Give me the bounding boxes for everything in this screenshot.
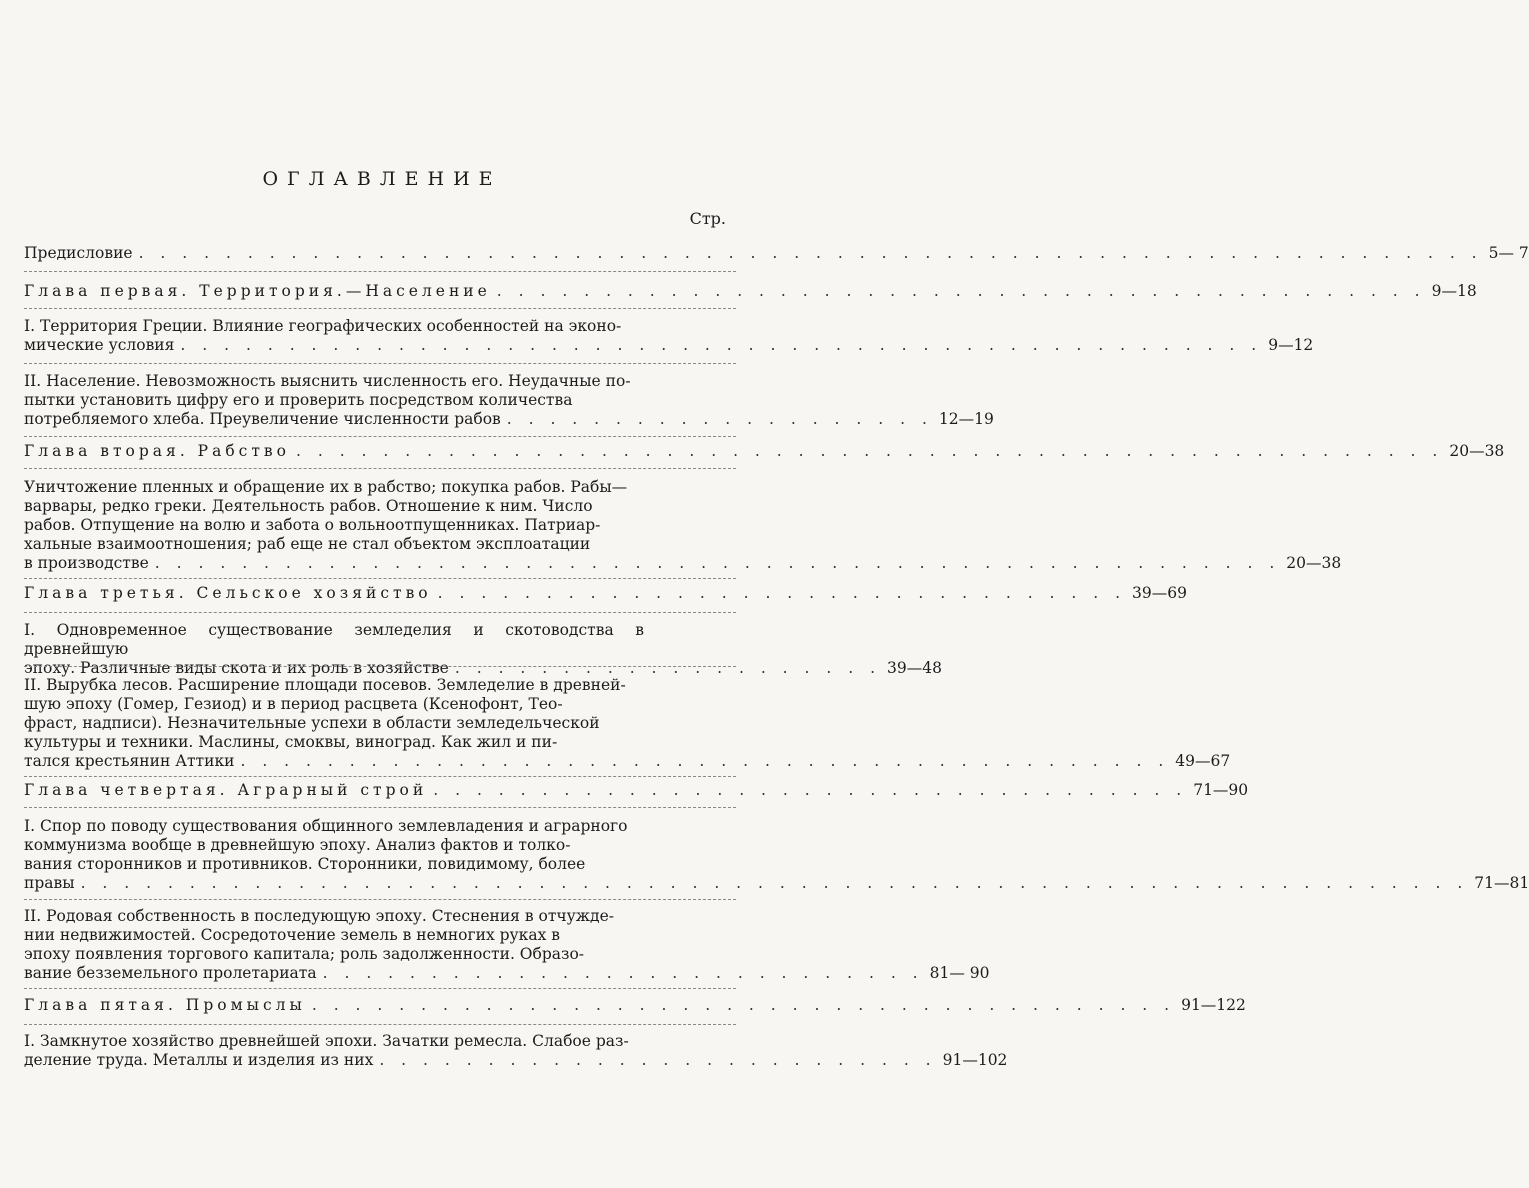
entry-line: I. Замкнутое хозяйство древнейшей эпохи. Зачатки ремесла. Слабое раз- (24, 1032, 629, 1050)
leader-dots: . . . . . . . . . . . . . . . . . . . . . . . . . . . . . . . . (437, 584, 1127, 602)
entry-line: хальные взаимоотношения; раб еще не стал объектом эксплоатации (24, 535, 591, 553)
leader-dots: . . . . . . . . . . . . . . . . . . . . . . . . . . (379, 1051, 937, 1069)
entry-pages: 20—38 (1286, 554, 1342, 572)
leader-dots: . . . . . . . . . . . . . . . . . . . . . . . . . . . . . . . . . . . . . . . . (311, 996, 1176, 1014)
entry-line: коммунизма вообще в древнейшую эпоху. Анализ фактов и толко- (24, 836, 571, 854)
toc-entry (24, 317, 1314, 355)
entry-line: фраст, надписи). Незначительные успехи в области земледельческой (24, 714, 600, 732)
leader-dots: . . . . . . . . . . . . . . . . . . . . . . . . . . . . (322, 964, 924, 982)
entry-line-last: тался крестьянин Аттики (24, 752, 235, 770)
entry-line-last: в производстве (24, 554, 149, 572)
leader-dots: . . . . . . . . . . . . . . . . . . . . (506, 410, 933, 428)
entry-pages: 71—81 (1474, 874, 1529, 892)
toc-entry (24, 907, 990, 983)
entry-line: шую эпоху (Гомер, Гезиод) и в период расцвета (Ксенофонт, Тео- (24, 695, 563, 713)
separator (24, 271, 736, 272)
separator (24, 776, 736, 777)
entry-line: пытки установить цифру его и проверить посредством количества (24, 391, 573, 409)
entry-pages: 12—19 (938, 410, 994, 428)
entry-title: Предисловие (24, 244, 133, 262)
entry-pages: 39—48 (887, 659, 942, 677)
leader-dots: . . . . . . . . . . . . . . . . . . . . . . . . . . . . . . . . . . . . . . . . . . . . . . . . . . . . . . . . . . . . . . (138, 244, 1483, 262)
entry-line: варвары, редко греки. Деятельность рабов. Отношение к ним. Число (24, 497, 593, 515)
chapter-title: Глава вторая. Рабство (24, 442, 290, 460)
entry-pages: 71—90 (1193, 781, 1249, 799)
leader-dots: . . . . . . . . . . . . . . . . . . . . . . . . . . . . . . . . . . . . . . . . . . . (240, 752, 1170, 770)
toc-entry (24, 676, 1231, 771)
entry-line-last: вание безземельного пролетариата (24, 964, 317, 982)
separator (24, 988, 736, 989)
toc-chapter (24, 996, 1246, 1015)
entry-line: II. Родовая собственность в последующую эпоху. Стеснения в отчужде- (24, 907, 615, 925)
entry-line: рабов. Отпущение на волю и забота о вольноотпущенниках. Патриар- (24, 516, 601, 534)
separator (24, 436, 736, 437)
entry-pages: 9—12 (1268, 336, 1314, 354)
entry-pages: 5— 7 (1488, 244, 1529, 262)
entry-pages: 91—102 (942, 1051, 1008, 1069)
entry-line: I. Спор по поводу существования общинного землевладения и аграрного (24, 817, 628, 835)
chapter-title: Глава пятая. Промыслы (24, 996, 306, 1014)
entry-pages: 9—18 (1431, 282, 1477, 300)
separator (24, 308, 736, 309)
leader-dots: . . . . . . . . . . . . . . . . . . . . . . . . . . . . . . . . . . . . . . . . . . . . . . . . . . . . (154, 554, 1281, 572)
toc-chapter (24, 584, 1187, 603)
toc-chapter (24, 442, 1505, 461)
leader-dots: . . . . . . . . . . . . . . . . . . . . . . . . . . . . . . . . . . . . . . . . . . . (496, 282, 1426, 300)
entry-pages: 39—69 (1132, 584, 1187, 602)
page-column-label: Стр. (689, 209, 726, 228)
entry-line: I. Территория Греции. Влияние географических особенностей на эконо- (24, 317, 622, 335)
entry-pages: 81— 90 (929, 964, 990, 982)
entry-line: II. Вырубка лесов. Расширение площади посевов. Земледелие в древней- (24, 676, 626, 694)
chapter-title: Глава первая. Территория.—Население (24, 282, 491, 300)
entry-line: вания сторонников и противников. Сторонники, повидимому, более (24, 855, 586, 873)
toc-entry (24, 478, 1342, 573)
toc-entry (24, 621, 942, 678)
separator (24, 363, 736, 364)
toc-entry (24, 244, 1529, 263)
separator (24, 612, 736, 613)
entry-pages: 20—38 (1449, 442, 1505, 460)
entry-line: II. Население. Невозможность выяснить численность его. Неудачные по- (24, 372, 631, 390)
entry-line-last: потребляемого хлеба. Преувеличение численности рабов (24, 410, 501, 428)
entry-line: нии недвижимостей. Сосредоточение земель в немногих руках в (24, 926, 560, 944)
entry-pages: 49—67 (1175, 752, 1231, 770)
chapter-title: Глава четвертая. Аграрный строй (24, 781, 428, 799)
separator (24, 468, 736, 469)
leader-dots: . . . . . . . . . . . . . . . . . . . . . . . . . . . . . . . . . . . . . . . . . . . . . . . . . . (180, 336, 1263, 354)
entry-line-last: эпоху. Различные виды скота и их роль в хозяйстве (24, 659, 449, 677)
toc-entry (24, 1032, 1008, 1070)
leader-dots: . . . . . . . . . . . . . . . . . . . . (454, 659, 882, 677)
toc-entry (24, 372, 994, 429)
entry-line-last: мические условия (24, 336, 175, 354)
separator (24, 578, 736, 579)
page-title: ОГЛАВЛЕНИЕ (262, 168, 502, 190)
leader-dots: . . . . . . . . . . . . . . . . . . . . . . . . . . . . . . . . . . . . . . . . . . . . . . . . . . . . . . . . . . . . . . . . (80, 874, 1469, 892)
leader-dots: . . . . . . . . . . . . . . . . . . . . . . . . . . . . . . . . . . . . . . . . . . . . . . . . . . . . . (296, 442, 1444, 460)
leader-dots: . . . . . . . . . . . . . . . . . . . . . . . . . . . . . . . . . . . (433, 781, 1188, 799)
chapter-title: Глава третья. Сельское хозяйство (24, 584, 432, 602)
toc-entry (24, 817, 1529, 893)
entry-line: культуры и техники. Маслины, смоквы, виноград. Как жил и пи- (24, 733, 558, 751)
entry-line: эпоху появления торгового капитала; роль задолженности. Образо- (24, 945, 585, 963)
toc-chapter (24, 781, 1249, 800)
entry-line-last: правы (24, 874, 75, 892)
separator (24, 666, 736, 667)
entry-pages: 91—122 (1181, 996, 1246, 1014)
separator (24, 899, 736, 900)
entry-line: Уничтожение пленных и обращение их в рабство; покупка рабов. Рабы— (24, 478, 628, 496)
entry-line: I. Одновременное существование земледелия и скотоводства в древнейшую (24, 621, 644, 658)
entry-line-last: деление труда. Металлы и изделия из них (24, 1051, 374, 1069)
separator (24, 1024, 736, 1025)
toc-chapter (24, 282, 1477, 301)
separator (24, 807, 736, 808)
